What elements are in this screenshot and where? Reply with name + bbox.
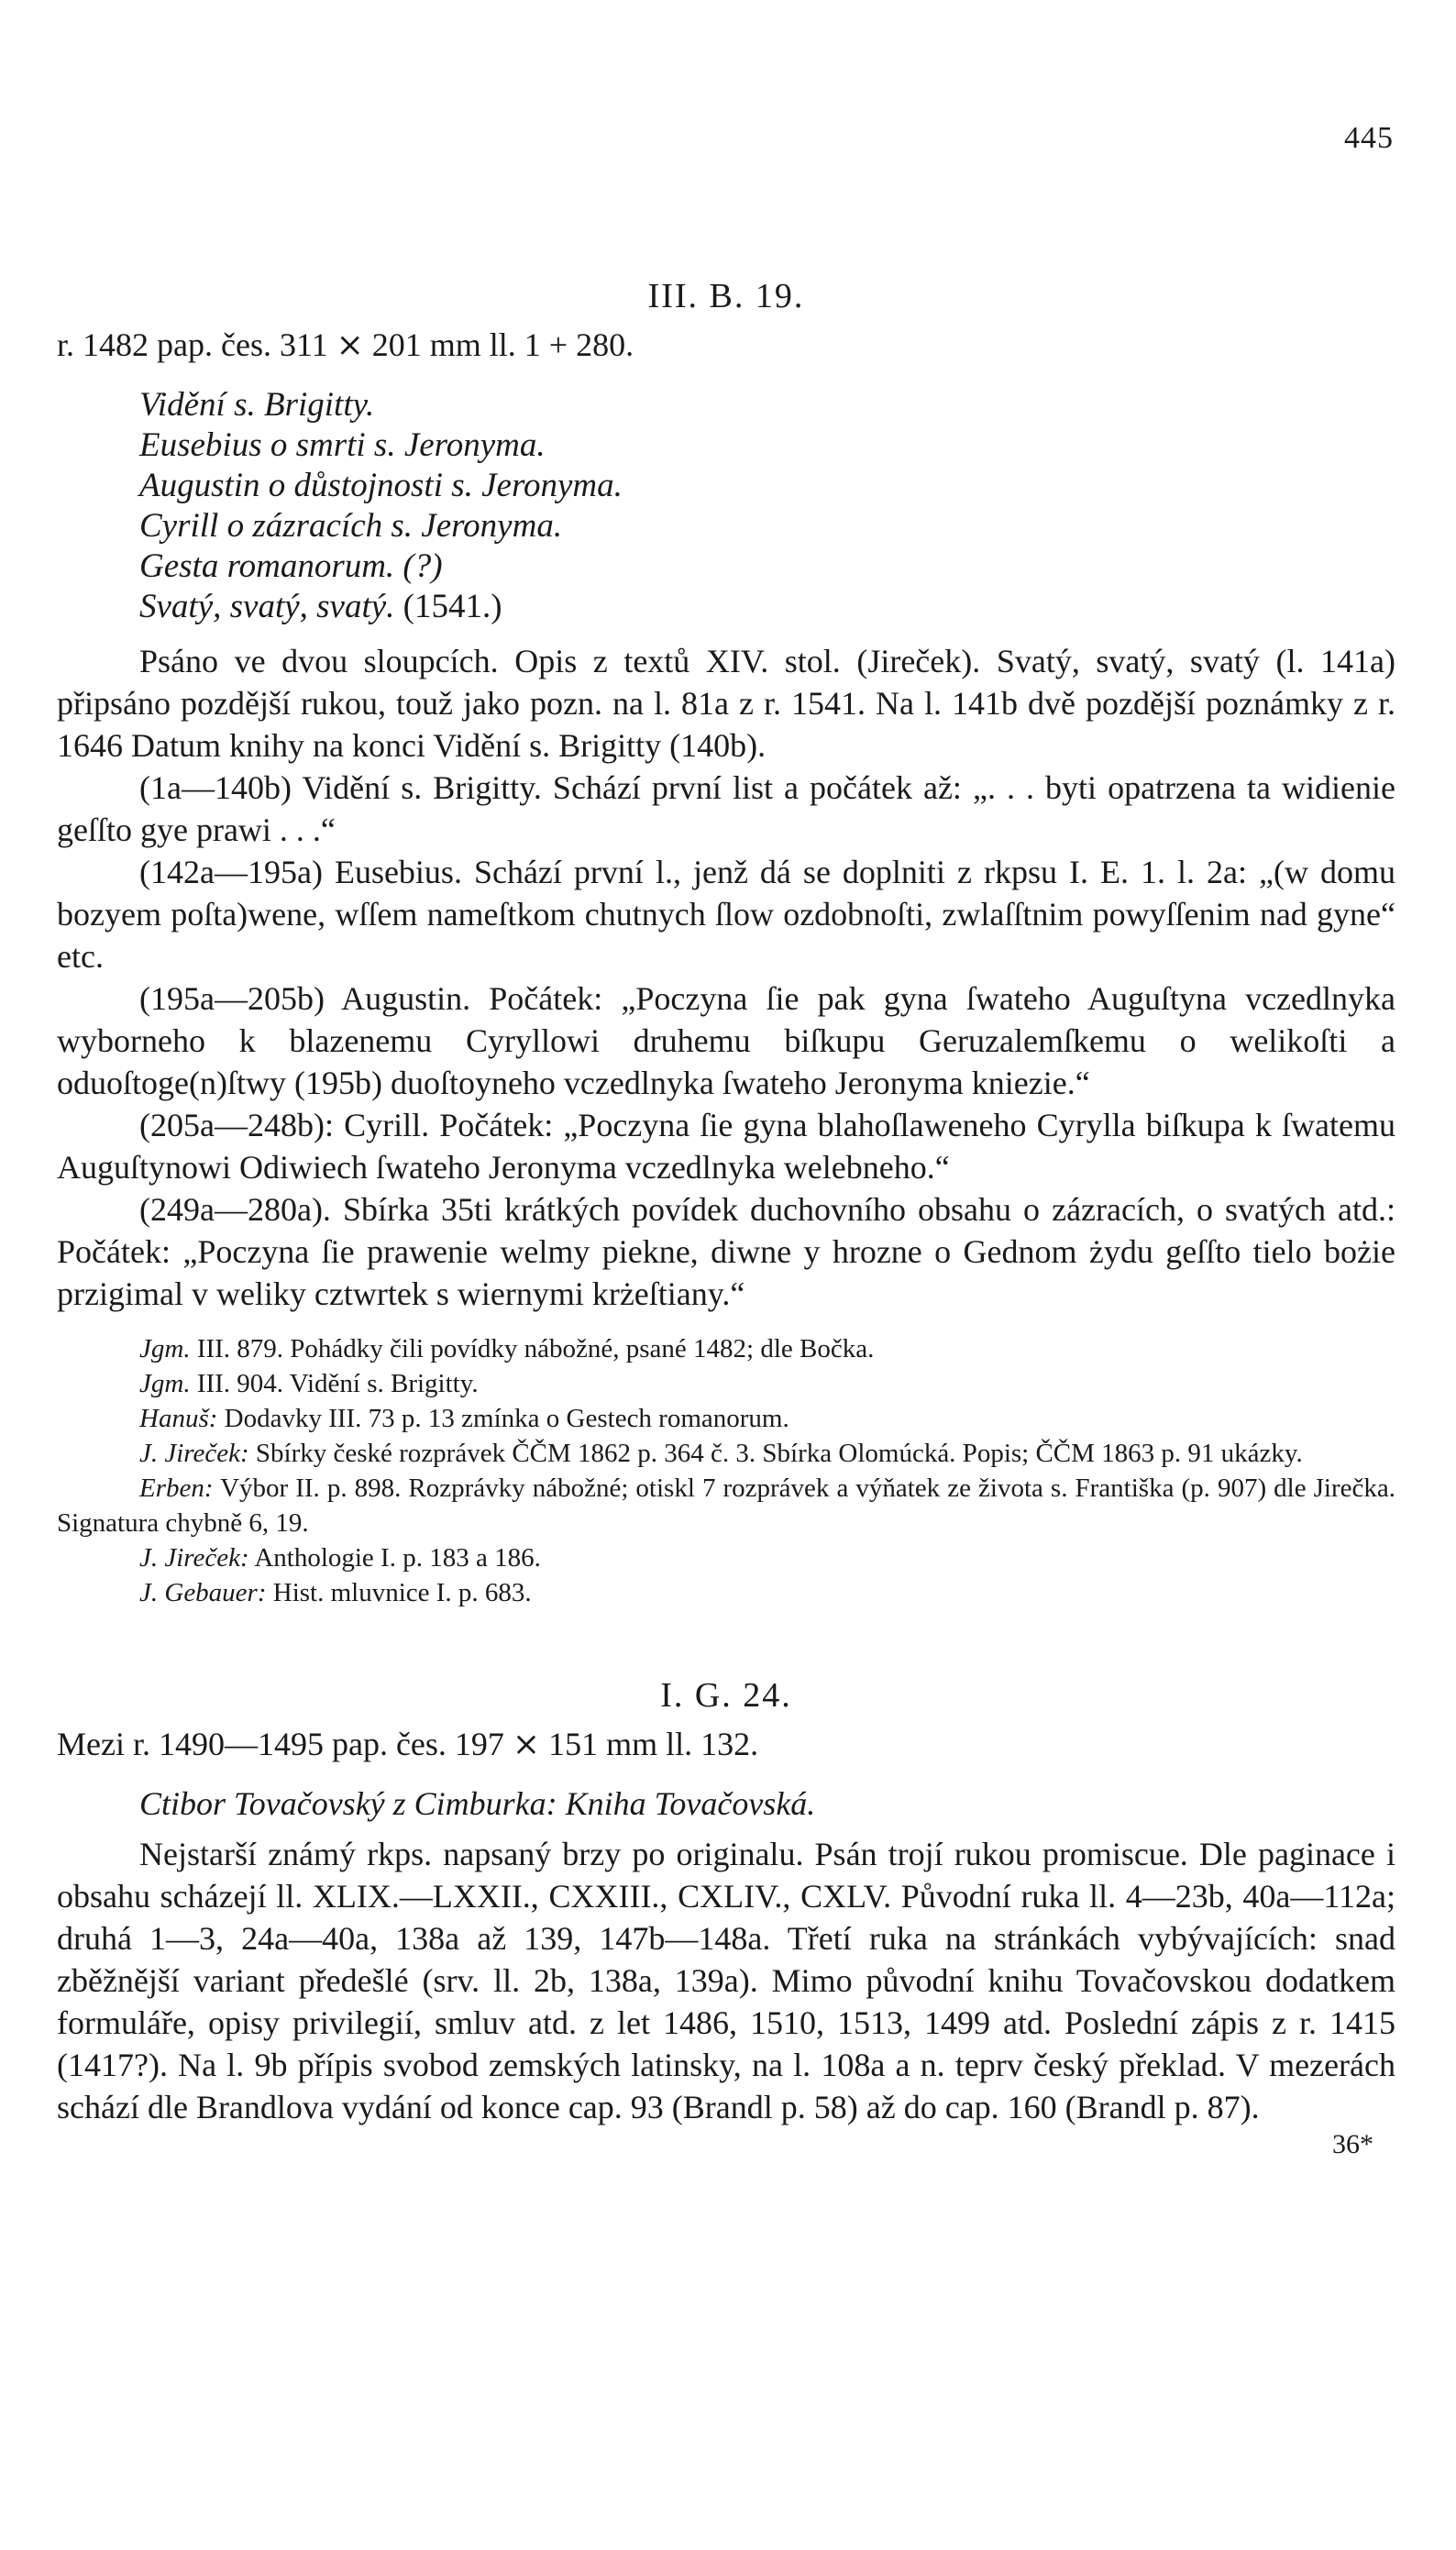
literature-item bbox=[57, 1575, 1395, 1610]
entry1-signature: III. B. 19. bbox=[647, 277, 805, 315]
entry2-signature: I. G. 24. bbox=[660, 1676, 792, 1715]
literature-item bbox=[57, 1471, 1395, 1540]
entry1-paragraph-vision: (1a—140b) Vidění s. Brigitty. Schází první list a počátek až: „. . . byti opatrzena ta widienie geſſto gye prawi . . .“ bbox=[57, 769, 1395, 848]
literature-item bbox=[57, 1366, 1395, 1401]
entry2-description: Mezi r. 1490—1495 pap. čes. 197 ⨯ 151 mm ll. 132. bbox=[57, 1726, 759, 1762]
entry2-author-title: Ctibor Tovačovský z Cimburka: Kniha Tovačovská. bbox=[139, 1785, 816, 1822]
contents-item-year: (1541.) bbox=[403, 588, 502, 625]
literature-item bbox=[57, 1436, 1395, 1471]
contents-item-last bbox=[139, 587, 1395, 627]
literature-text: Hist. mluvnice I. p. 683. bbox=[272, 1578, 532, 1607]
contents-item-title: Svatý, svatý, svatý. bbox=[139, 588, 395, 625]
contents-item: Augustin o důstojnosti s. Jeronyma. bbox=[139, 467, 623, 504]
contents-item: Cyrill o zázracích s. Jeronyma. bbox=[139, 507, 563, 545]
literature-author: Jgm. bbox=[139, 1334, 191, 1363]
entry1-paragraph-description: Psáno ve dvou sloupcích. Opis z textů XIV. stol. (Jireček). Svatý, svatý, svatý (l. 141a) připsáno pozdější rukou, touž jako pozn. na l. 81a z r. 1541. Na l. 141b dvě pozdější poznámky z r. 1646 Datum knihy na konci Vidění s. Brigitty (140b). bbox=[57, 643, 1395, 764]
literature-text: III. 904. Vidění s. Brigitty. bbox=[196, 1369, 479, 1398]
literature-text: III. 879. Pohádky čili povídky nábožné, psané 1482; dle Bočka. bbox=[196, 1334, 875, 1363]
literature-author: J. Gebauer: bbox=[139, 1578, 267, 1607]
entry1-paragraph-augustin: (195a—205b) Augustin. Počátek: „Poczyna ſie pak gyna ſwateho Auguſtyna vczedlnyka wyborneho k blazenemu Cyryllowi druhemu biſkupu Geruzalemſkemu o welikoſti a oduoſtoge(n)ſtwy (195b) duoſtoyneho vczedlnyka ſwateho Jeronyma kniezie.“ bbox=[57, 980, 1395, 1101]
entry1-contents-list bbox=[139, 385, 1395, 627]
entry1-literature bbox=[57, 1331, 1395, 1610]
entry1-description: r. 1482 pap. čes. 311 ⨯ 201 mm ll. 1 + 280. bbox=[57, 326, 634, 363]
literature-item bbox=[57, 1540, 1395, 1575]
page-number: 445 bbox=[1344, 121, 1394, 155]
sheet-mark: 36* bbox=[1332, 2129, 1373, 2159]
literature-text: Výbor II. p. 898. Rozprávky nábožné; otiskl 7 rozprávek a výňatek ze života s. Františka (p. 907) dle Jirečka. Signatura chybně 6, 19. bbox=[57, 1474, 1395, 1538]
page-content bbox=[57, 275, 1395, 2161]
literature-text: Anthologie I. p. 183 a 186. bbox=[254, 1543, 541, 1573]
contents-item: Vidění s. Brigitty. bbox=[139, 386, 375, 424]
entry1-paragraph-cyrill: (205a—248b): Cyrill. Počátek: „Poczyna ſie gyna blahoſlaweneho Cyrylla biſkupa k ſwatemu Auguſtynowi Odiwiech ſwateho Jeronyma vczedlnyka welebneho.“ bbox=[57, 1107, 1395, 1186]
contents-item: Eusebius o smrti s. Jeronyma. bbox=[139, 426, 546, 464]
entry1-paragraph-collection: (249a—280a). Sbírka 35ti krátkých povídek duchovního obsahu o zázracích, o svatých atd.: Počátek: „Poczyna ſie prawenie welmy piekne, diwne y hrozne o Gednom żydu geſſto tielo bożie przigimal v weliky cztwrtek s wiernymi krżeſtiany.“ bbox=[57, 1191, 1395, 1312]
entry2-paragraph: Nejstarší známý rkps. napsaný brzy po originalu. Psán trojí rukou promiscue. Dle paginace i obsahu scházejí ll. XLIX.—LXXII., CXXIII., CXLIV., CXLV. Původní ruka ll. 4—23b, 40a—112a; druhá 1—3, 24a—40a, 138a až 139, 147b—148a. Třetí ruka na stránkách vybývajících: snad zběžnější variant předešlé (srv. ll. 2b, 138a, 139a). Mimo původní knihu Tovačovskou dodatkem formuláře, opisy privilegií, smluv atd. z let 1486, 1510, 1513, 1499 atd. Poslední zápis z r. 1415 (1417?). Na l. 9b přípis svobod zemských latinsky, na l. 108a a n. teprv český překlad. V mezerách schází dle Brandlova vydání od konce cap. 93 (Brandl p. 58) až do cap. 160 (Brandl p. 87). bbox=[57, 1836, 1395, 2125]
literature-author: J. Jireček: bbox=[139, 1543, 249, 1573]
literature-author: Erben: bbox=[139, 1474, 214, 1503]
section-spacer bbox=[57, 1610, 1395, 1674]
entry1-paragraph-eusebius: (142a—195a) Eusebius. Schází první l., jenž dá se doplniti z rkpsu I. E. 1. l. 2a: „(w domu bozyem poſta)wene, wſſem nameſtkom chutnych ſlow ozdobnoſti, zwlaſſtnim powyſſenim nad gyne“ etc. bbox=[57, 854, 1395, 975]
contents-item: Gesta romanorum. (?) bbox=[139, 547, 443, 585]
literature-author: J. Jireček: bbox=[139, 1439, 249, 1468]
literature-author: Hanuš: bbox=[139, 1404, 218, 1433]
literature-text: Sbírky české rozprávek ČČM 1862 p. 364 č. 3. Sbírka Olomúcká. Popis; ČČM 1863 p. 91 ukázky. bbox=[255, 1439, 1303, 1468]
literature-text: Dodavky III. 73 p. 13 zmínka o Gestech romanorum. bbox=[224, 1404, 789, 1433]
literature-item bbox=[57, 1401, 1395, 1436]
literature-author: Jgm. bbox=[139, 1369, 191, 1398]
literature-item bbox=[57, 1331, 1395, 1366]
